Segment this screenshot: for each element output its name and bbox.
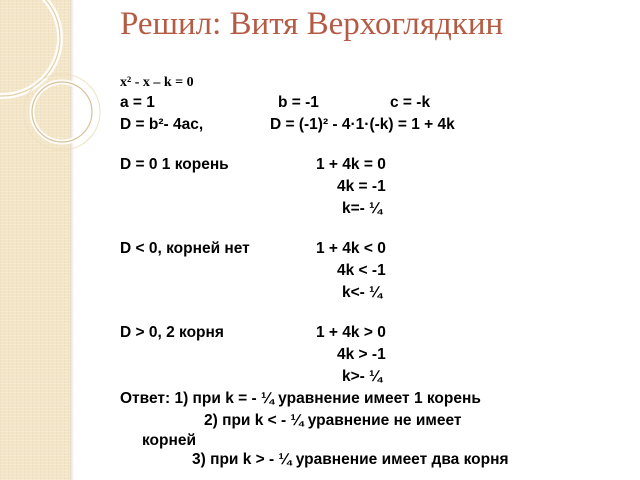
coef-b: b = -1	[278, 94, 319, 111]
spacer	[120, 220, 635, 238]
discriminant-line	[120, 114, 635, 136]
decorative-ring-small-inner	[32, 82, 92, 142]
case-positive-step3: k>- ¼	[342, 368, 383, 385]
answer-block	[120, 388, 635, 471]
case-zero-step3: k=- ¼	[342, 200, 383, 217]
case-negative-line1	[120, 238, 635, 260]
coef-c: c = -k	[390, 94, 431, 111]
case-zero-line2	[120, 176, 635, 198]
discriminant-substituted: D = (-1)² - 4·1·(-k) = 1 + 4k	[270, 116, 455, 133]
decorative-ring-small-halo	[24, 74, 100, 150]
case-zero-line1	[120, 154, 635, 176]
case-zero-condition: D = 0 1 корень	[120, 156, 229, 173]
solution-body	[120, 74, 635, 471]
case-negative-condition: D < 0, корней нет	[120, 240, 250, 257]
slide-title: Решил: Витя Верхоглядкин	[120, 6, 504, 42]
answer-line1: Ответ: 1) при k = - ¼ уравнение имеет 1 корень	[120, 390, 481, 407]
discriminant-formula: D = b²- 4ac,	[120, 116, 204, 133]
equation-line: x² - x – k = 0	[120, 75, 194, 90]
case-zero-line3	[120, 198, 635, 220]
case-negative-step1: 1 + 4k < 0	[316, 240, 386, 257]
case-negative-step3: k<- ¼	[342, 284, 383, 301]
answer-line3-text: 3) при k > - ¼ уравнение имеет два корня	[192, 451, 509, 468]
case-negative-step2: 4k < -1	[337, 262, 386, 279]
coef-a: a = 1	[120, 94, 155, 111]
case-negative-line3	[120, 282, 635, 304]
answer-line3	[120, 449, 635, 471]
decorative-rings	[0, 0, 120, 480]
case-positive-line2	[120, 344, 635, 366]
case-zero-step2: 4k = -1	[337, 178, 386, 195]
spacer	[120, 136, 635, 154]
case-negative-line2	[120, 260, 635, 282]
answer-line2-continuation	[120, 432, 635, 449]
case-positive-line1	[120, 322, 635, 344]
answer-line2-cont-text: корней	[142, 432, 197, 449]
spacer	[120, 304, 635, 322]
case-positive-condition: D > 0, 2 корня	[120, 324, 224, 341]
coefficients-line	[120, 92, 635, 114]
case-positive-line3	[120, 366, 635, 388]
case-positive-step1: 1 + 4k > 0	[316, 324, 386, 341]
case-positive-step2: 4k > -1	[337, 346, 386, 363]
case-zero-step1: 1 + 4k = 0	[316, 156, 386, 173]
answer-line2	[120, 410, 635, 432]
answer-line2-text: 2) при k < - ¼ уравнение не имеет	[204, 412, 462, 429]
